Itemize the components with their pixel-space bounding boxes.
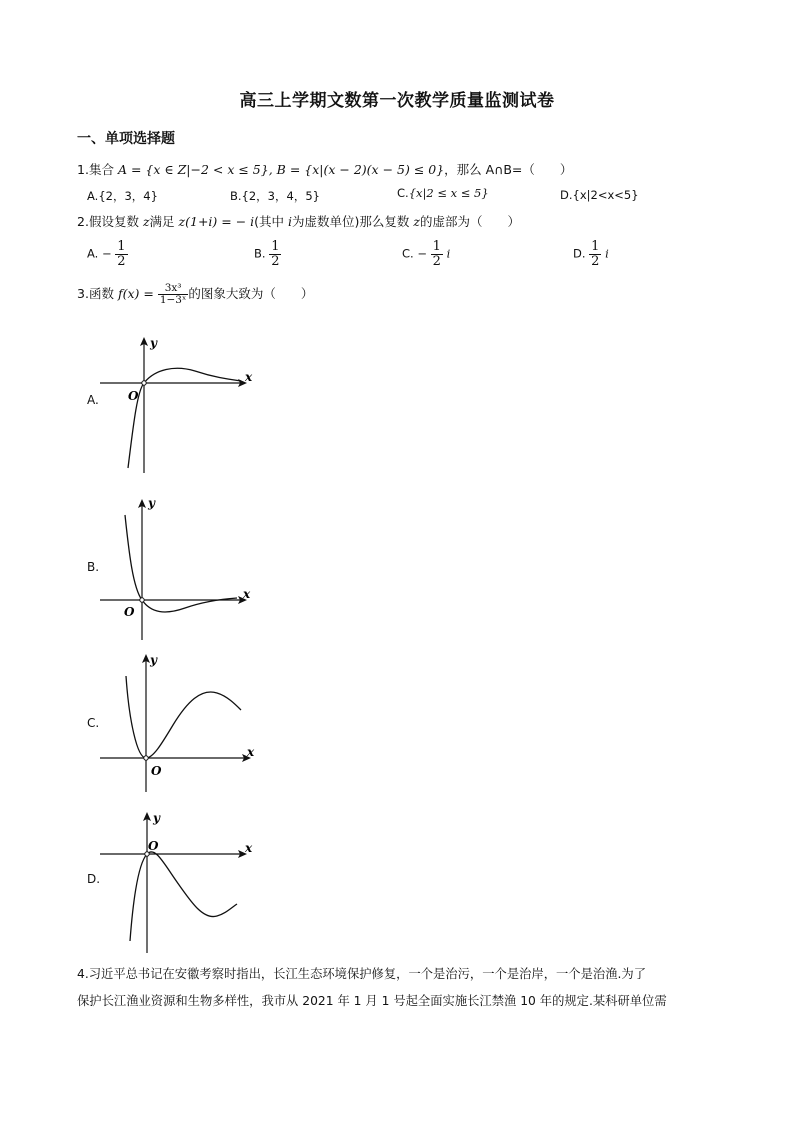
- variable-i: i: [288, 214, 293, 229]
- graph-b[interactable]: [95, 493, 265, 643]
- option-text: {x|2<x<5}: [572, 188, 639, 202]
- option-label: A.: [87, 246, 99, 261]
- graph-c[interactable]: [95, 650, 265, 795]
- question-text: 为虚数单位)那么复数: [292, 214, 410, 229]
- graph-d[interactable]: [95, 806, 265, 956]
- set-b-formula: B = {x|(x − 2)(x − 5) ≤ 0}: [276, 162, 445, 177]
- fraction: $\frac{1}{2}$: [117, 239, 126, 269]
- origin-label: O: [124, 605, 135, 619]
- set-a-formula: A = {x ∈ Z|−2 < x ≤ 5}: [117, 162, 269, 177]
- sign: −: [101, 246, 112, 261]
- variable-z: z: [142, 214, 150, 229]
- option-label: D.: [560, 188, 573, 202]
- y-axis-label: y: [148, 496, 155, 510]
- option-text: {2，3，4}: [98, 189, 158, 203]
- x-axis-label: x: [245, 841, 253, 855]
- question-2-stem: [77, 212, 520, 230]
- origin-label: O: [148, 839, 159, 853]
- graph-d-label[interactable]: D.: [87, 872, 101, 886]
- origin-label: O: [151, 764, 162, 778]
- question-text: 集合: [88, 162, 114, 177]
- question-text: 假设复数: [88, 214, 139, 229]
- fraction: $\frac{1}{2}$: [432, 239, 441, 269]
- page-title: 高三上学期文数第一次教学质量监测试卷: [239, 91, 555, 111]
- equation: z(1+i) = − i: [178, 214, 255, 229]
- option-label: C.: [402, 246, 414, 261]
- x-axis-label: x: [247, 745, 255, 759]
- q2-option-c[interactable]: [402, 240, 450, 268]
- question-text: ，那么 A∩B=（ ）: [444, 162, 573, 177]
- y-axis-label: y: [153, 811, 160, 825]
- question-4-line-1: 4.习近平总书记在安徽考察时指出，长江生态环境保护修复，一个是治污，一个是治岸，一个是治渔.为了: [77, 967, 647, 981]
- option-text: {2，3，4，5}: [241, 189, 320, 203]
- question-number: 2.: [77, 214, 89, 229]
- option-label: B.: [230, 189, 242, 203]
- graph-b-label[interactable]: B.: [87, 560, 100, 574]
- question-number: 3.: [77, 286, 89, 302]
- x-axis-label: x: [245, 370, 253, 384]
- graph-c-label[interactable]: C.: [87, 716, 100, 730]
- variable-z: z: [413, 214, 421, 229]
- y-axis-label: y: [150, 653, 157, 667]
- function-name: f(x) =: [117, 286, 154, 302]
- question-1-stem: 1.集合 A = {x ∈ Z|−2 < x ≤ 5}, B = {x|(x − 2)(x − 5) ≤ 0}，那么 A∩B=（ ）: [77, 162, 573, 177]
- question-3-stem: [77, 283, 313, 306]
- question-number: 1.: [77, 162, 89, 177]
- x-axis-label: x: [243, 587, 251, 601]
- question-text: (其中: [254, 214, 285, 229]
- q1-option-a[interactable]: [87, 188, 158, 204]
- section-heading: 一、单项选择题: [77, 131, 175, 147]
- graph-a-label[interactable]: A.: [87, 393, 99, 407]
- option-label: A.: [87, 189, 99, 203]
- unit: i: [446, 246, 451, 261]
- q2-option-d[interactable]: [573, 240, 609, 268]
- fraction: $\frac{\text{3x³}}{\text{1−3ˣ}}$: [159, 282, 187, 307]
- option-label: C.: [397, 186, 409, 200]
- q2-option-a[interactable]: [87, 240, 128, 268]
- question-text: 函数: [88, 286, 114, 302]
- q2-option-b[interactable]: [254, 240, 281, 268]
- question-text: 的图象大致为（ ）: [188, 286, 314, 302]
- q1-option-d[interactable]: [560, 188, 639, 202]
- question-4-line-2: 保护长江渔业资源和生物多样性，我市从 2021 年 1 月 1 号起全面实施长江禁渔 10 年的规定.某科研单位需: [77, 994, 667, 1008]
- option-label: B.: [254, 246, 266, 261]
- question-text: 的虚部为（ ）: [420, 214, 521, 229]
- option-label: D.: [573, 246, 586, 261]
- origin-label: O: [128, 389, 139, 403]
- q1-option-b[interactable]: [230, 188, 320, 204]
- fraction: $\frac{1}{2}$: [271, 239, 280, 269]
- question-text: 满足: [149, 214, 175, 229]
- sign: −: [417, 246, 427, 261]
- q1-option-c[interactable]: [397, 186, 489, 200]
- option-text: {x|2 ≤ x ≤ 5}: [408, 186, 489, 200]
- y-axis-label: y: [150, 336, 157, 350]
- fraction: $\frac{1}{2}$: [591, 239, 600, 269]
- graph-a[interactable]: [95, 333, 265, 478]
- unit: i: [605, 246, 609, 261]
